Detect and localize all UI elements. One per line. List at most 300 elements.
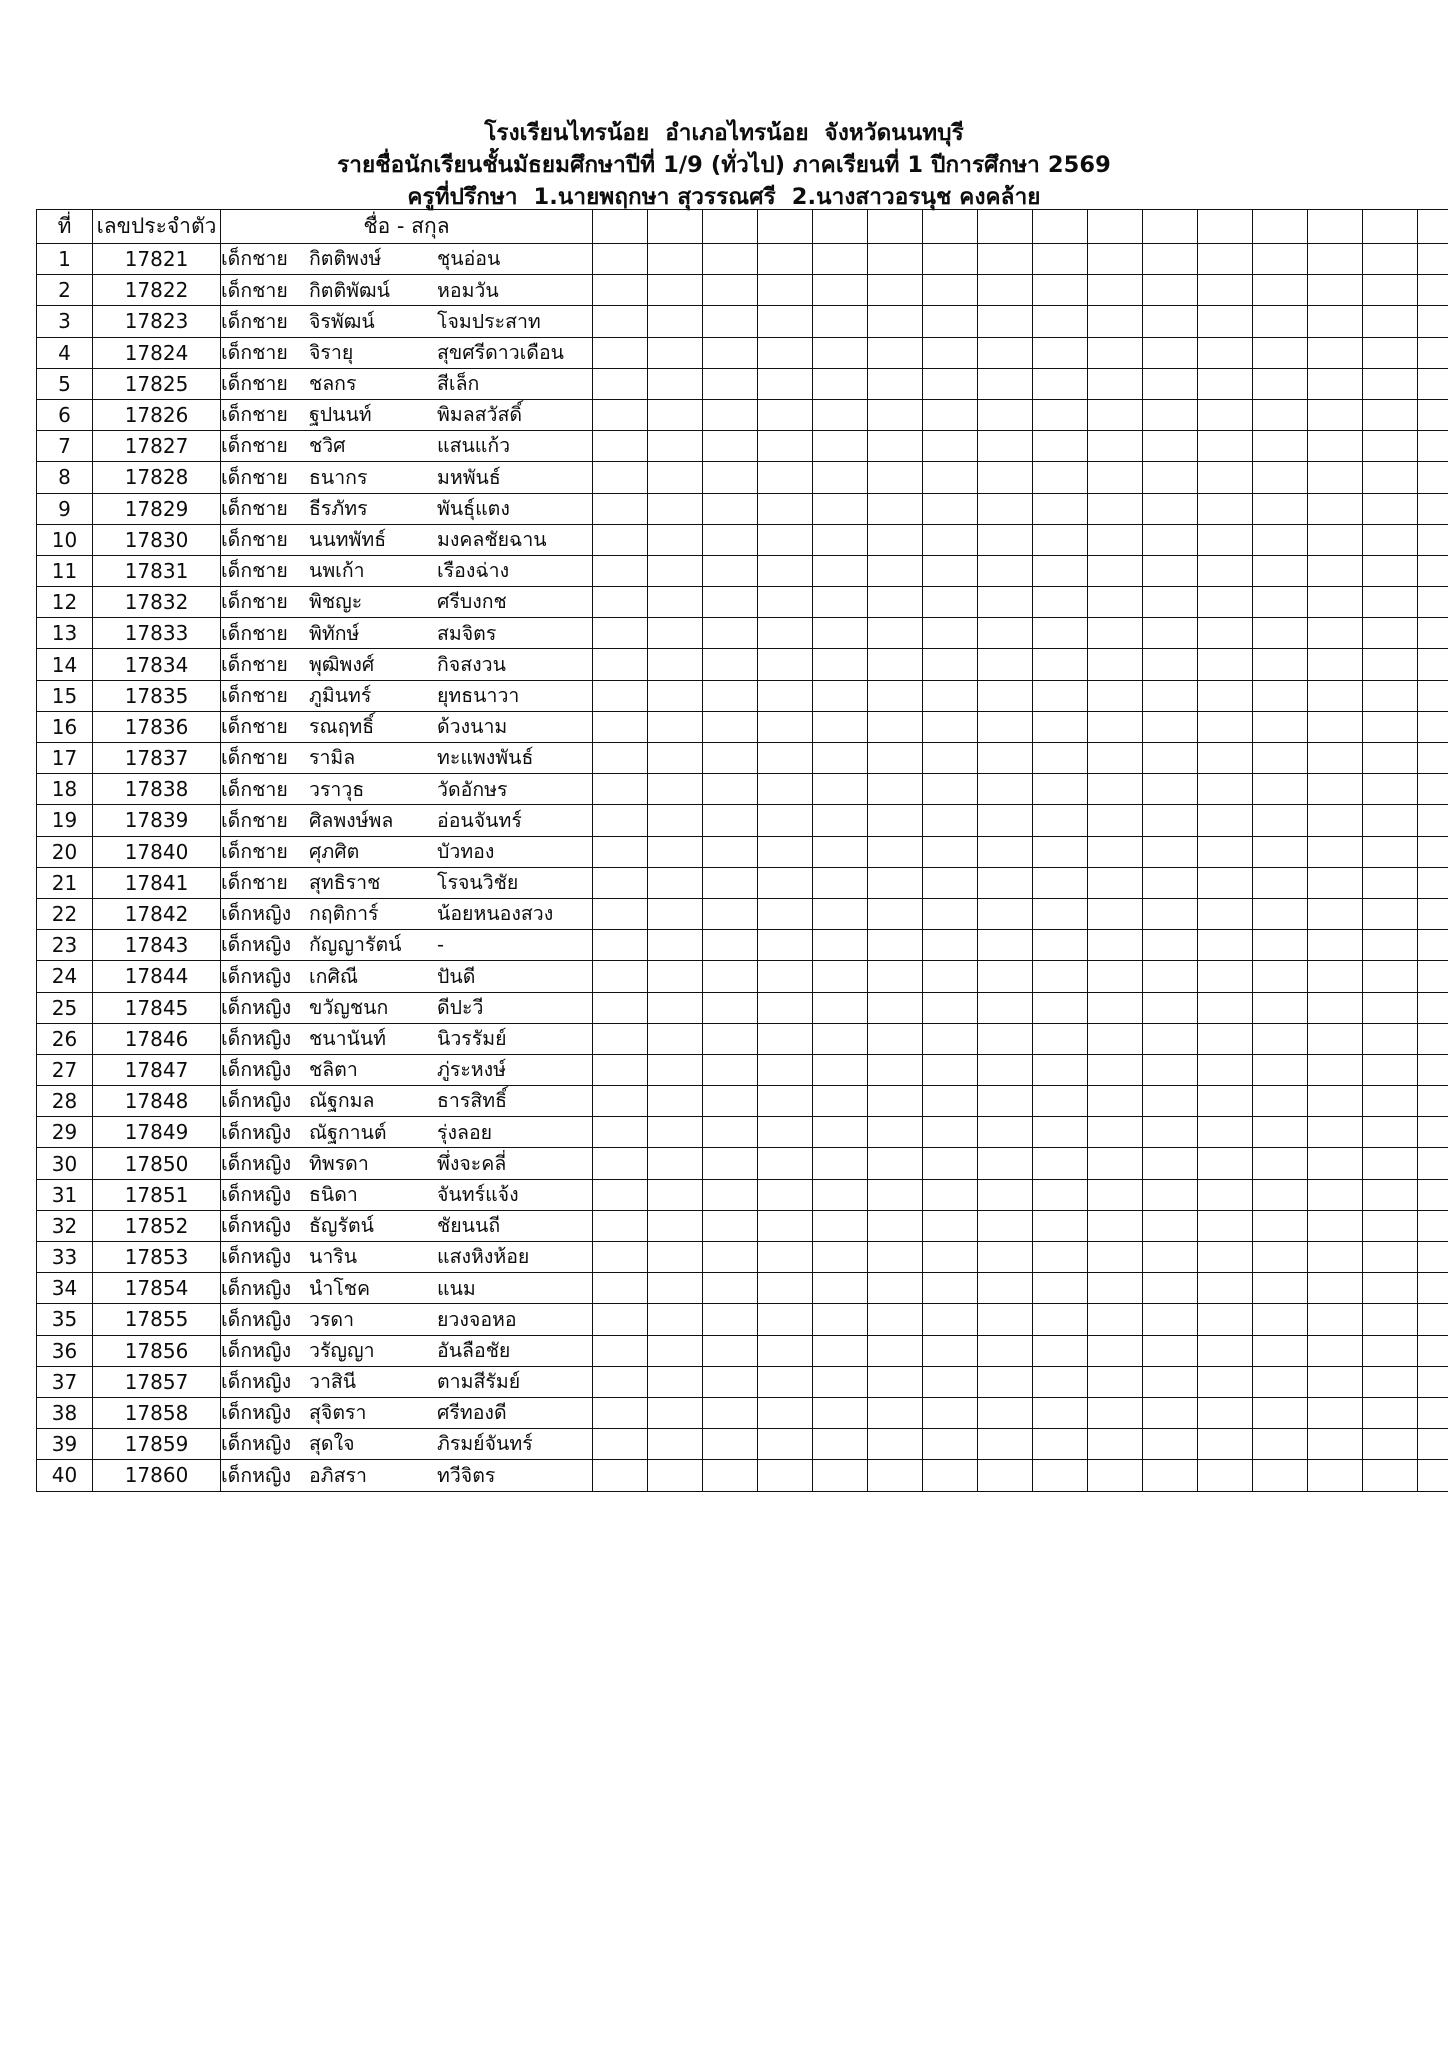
name-title-prefix: เด็กชาย bbox=[221, 871, 288, 895]
cell-blank bbox=[1363, 368, 1418, 399]
cell-blank bbox=[1253, 1460, 1308, 1491]
cell-blank bbox=[978, 431, 1033, 462]
cell-blank bbox=[1363, 431, 1418, 462]
cell-blank bbox=[1143, 1460, 1198, 1491]
cell-blank bbox=[1253, 368, 1308, 399]
cell-blank bbox=[703, 1460, 758, 1491]
name-surname: แสงหิงห้อย bbox=[437, 1245, 530, 1269]
cell-blank bbox=[923, 961, 978, 992]
cell-blank bbox=[1198, 1397, 1253, 1428]
cell-blank bbox=[648, 462, 703, 493]
cell-blank bbox=[1363, 1086, 1418, 1117]
cell-blank bbox=[1363, 898, 1418, 929]
cell-blank bbox=[1198, 867, 1253, 898]
cell-blank bbox=[1363, 306, 1418, 337]
cell-blank bbox=[1088, 618, 1143, 649]
cell-blank bbox=[593, 399, 648, 430]
name-title-prefix: เด็กชาย bbox=[221, 372, 288, 396]
column-header-blank bbox=[868, 210, 923, 244]
cell-blank bbox=[1418, 1335, 1448, 1366]
name-given: สุทธิราช bbox=[309, 871, 381, 895]
cell-student-name bbox=[221, 961, 593, 992]
cell-blank bbox=[1088, 399, 1143, 430]
name-surname: ทวีจิตร bbox=[437, 1463, 496, 1487]
cell-blank bbox=[1308, 930, 1363, 961]
cell-blank bbox=[758, 805, 813, 836]
cell-student-id: 17835 bbox=[93, 680, 221, 711]
cell-blank bbox=[1143, 711, 1198, 742]
cell-blank bbox=[923, 587, 978, 618]
cell-student-id: 17828 bbox=[93, 462, 221, 493]
cell-blank bbox=[1143, 836, 1198, 867]
name-surname: หอมวัน bbox=[437, 278, 499, 302]
cell-student-id: 17833 bbox=[93, 618, 221, 649]
name-title-prefix: เด็กหญิง bbox=[221, 1151, 292, 1175]
cell-blank bbox=[703, 805, 758, 836]
cell-student-id: 17850 bbox=[93, 1148, 221, 1179]
cell-blank bbox=[648, 1366, 703, 1397]
cell-student-name bbox=[221, 1210, 593, 1241]
cell-blank bbox=[1198, 930, 1253, 961]
cell-student-name bbox=[221, 1429, 593, 1460]
cell-student-id: 17845 bbox=[93, 992, 221, 1023]
cell-blank bbox=[1253, 1023, 1308, 1054]
cell-student-name bbox=[221, 1054, 593, 1085]
cell-blank bbox=[868, 774, 923, 805]
cell-student-name bbox=[221, 337, 593, 368]
cell-row-number: 25 bbox=[37, 992, 93, 1023]
cell-student-name bbox=[221, 1335, 593, 1366]
cell-blank bbox=[758, 244, 813, 275]
cell-blank bbox=[1418, 1304, 1448, 1335]
cell-blank bbox=[648, 711, 703, 742]
cell-blank bbox=[1198, 1086, 1253, 1117]
name-title-prefix: เด็กหญิง bbox=[221, 1120, 292, 1144]
cell-blank bbox=[648, 992, 703, 1023]
cell-blank bbox=[813, 431, 868, 462]
cell-blank bbox=[1363, 1242, 1418, 1273]
cell-blank bbox=[648, 306, 703, 337]
cell-blank bbox=[813, 524, 868, 555]
cell-blank bbox=[1363, 1210, 1418, 1241]
name-given: นาริน bbox=[309, 1245, 358, 1269]
cell-blank bbox=[1198, 805, 1253, 836]
cell-blank bbox=[1143, 524, 1198, 555]
cell-blank bbox=[1253, 961, 1308, 992]
cell-blank bbox=[1198, 493, 1253, 524]
cell-blank bbox=[1308, 399, 1363, 430]
cell-blank bbox=[1143, 1304, 1198, 1335]
cell-blank bbox=[1253, 774, 1308, 805]
table-row bbox=[37, 1335, 1448, 1366]
cell-blank bbox=[923, 743, 978, 774]
cell-blank bbox=[813, 961, 868, 992]
cell-blank bbox=[648, 774, 703, 805]
cell-blank bbox=[1308, 462, 1363, 493]
column-header-blank bbox=[703, 210, 758, 244]
name-surname: โจมประสาท bbox=[437, 309, 541, 333]
cell-blank bbox=[1308, 618, 1363, 649]
cell-student-name bbox=[221, 743, 593, 774]
cell-blank bbox=[923, 1117, 978, 1148]
cell-blank bbox=[868, 1054, 923, 1085]
cell-blank bbox=[593, 1304, 648, 1335]
cell-blank bbox=[1088, 1429, 1143, 1460]
cell-student-id: 17842 bbox=[93, 898, 221, 929]
cell-blank bbox=[703, 1304, 758, 1335]
cell-blank bbox=[1418, 867, 1448, 898]
name-surname: ทะแพงพันธ์ bbox=[437, 746, 534, 770]
cell-blank bbox=[868, 1335, 923, 1366]
cell-student-id: 17849 bbox=[93, 1117, 221, 1148]
cell-blank bbox=[1363, 399, 1418, 430]
cell-student-id: 17837 bbox=[93, 743, 221, 774]
name-surname: นิวรรัมย์ bbox=[437, 1027, 507, 1051]
cell-blank bbox=[1143, 1397, 1198, 1428]
cell-blank bbox=[1418, 306, 1448, 337]
cell-blank bbox=[1033, 930, 1088, 961]
cell-blank bbox=[978, 1429, 1033, 1460]
cell-blank bbox=[923, 1397, 978, 1428]
name-given: ชวิศ bbox=[309, 434, 346, 458]
table-row bbox=[37, 1086, 1448, 1117]
cell-blank bbox=[978, 555, 1033, 586]
cell-blank bbox=[593, 275, 648, 306]
cell-blank bbox=[813, 1210, 868, 1241]
cell-blank bbox=[648, 399, 703, 430]
column-header-blank bbox=[1088, 210, 1143, 244]
cell-blank bbox=[758, 836, 813, 867]
cell-blank bbox=[868, 649, 923, 680]
name-title-prefix: เด็กชาย bbox=[221, 621, 288, 645]
cell-blank bbox=[1088, 337, 1143, 368]
cell-blank bbox=[978, 1210, 1033, 1241]
cell-blank bbox=[1088, 462, 1143, 493]
cell-blank bbox=[813, 805, 868, 836]
name-given: กิตติพัฒน์ bbox=[309, 278, 390, 302]
cell-row-number: 16 bbox=[37, 711, 93, 742]
cell-blank bbox=[703, 1179, 758, 1210]
cell-blank bbox=[813, 337, 868, 368]
cell-student-name bbox=[221, 368, 593, 399]
cell-blank bbox=[923, 1148, 978, 1179]
cell-blank bbox=[1363, 649, 1418, 680]
table-row bbox=[37, 1054, 1448, 1085]
cell-blank bbox=[1198, 992, 1253, 1023]
roster-table-body bbox=[37, 244, 1448, 1492]
cell-student-name bbox=[221, 493, 593, 524]
cell-blank bbox=[593, 1397, 648, 1428]
name-title-prefix: เด็กชาย bbox=[221, 777, 288, 801]
name-surname: ศรีทองดี bbox=[437, 1401, 507, 1425]
cell-blank bbox=[1143, 680, 1198, 711]
cell-blank bbox=[1033, 618, 1088, 649]
cell-blank bbox=[1418, 337, 1448, 368]
name-given: จิรายุ bbox=[309, 340, 354, 364]
cell-blank bbox=[1253, 399, 1308, 430]
cell-student-id: 17851 bbox=[93, 1179, 221, 1210]
cell-blank bbox=[923, 805, 978, 836]
cell-blank bbox=[1088, 1117, 1143, 1148]
name-title-prefix: เด็กหญิง bbox=[221, 1027, 292, 1051]
table-row bbox=[37, 1023, 1448, 1054]
cell-blank bbox=[978, 618, 1033, 649]
cell-blank bbox=[593, 1429, 648, 1460]
cell-student-name bbox=[221, 462, 593, 493]
cell-blank bbox=[1033, 431, 1088, 462]
name-surname: ชัยนนถี bbox=[437, 1214, 501, 1238]
cell-blank bbox=[813, 306, 868, 337]
name-title-prefix: เด็กหญิง bbox=[221, 1338, 292, 1362]
name-title-prefix: เด็กหญิง bbox=[221, 1432, 292, 1456]
cell-blank bbox=[758, 368, 813, 399]
cell-blank bbox=[868, 368, 923, 399]
cell-blank bbox=[1143, 337, 1198, 368]
cell-student-id: 17852 bbox=[93, 1210, 221, 1241]
cell-blank bbox=[923, 1086, 978, 1117]
name-surname: ดีปะวี bbox=[437, 995, 484, 1019]
cell-blank bbox=[1418, 1366, 1448, 1397]
cell-blank bbox=[1033, 1054, 1088, 1085]
cell-blank bbox=[593, 961, 648, 992]
name-title-prefix: เด็กหญิง bbox=[221, 1307, 292, 1331]
cell-blank bbox=[1198, 431, 1253, 462]
cell-student-name bbox=[221, 1366, 593, 1397]
cell-blank bbox=[1143, 462, 1198, 493]
cell-blank bbox=[703, 680, 758, 711]
cell-blank bbox=[868, 555, 923, 586]
cell-blank bbox=[813, 649, 868, 680]
cell-student-id: 17848 bbox=[93, 1086, 221, 1117]
cell-student-id: 17831 bbox=[93, 555, 221, 586]
name-given: ณัฐกานต์ bbox=[309, 1120, 387, 1144]
name-title-prefix: เด็กชาย bbox=[221, 559, 288, 583]
name-title-prefix: เด็กชาย bbox=[221, 652, 288, 676]
cell-blank bbox=[868, 805, 923, 836]
cell-blank bbox=[703, 1086, 758, 1117]
name-surname: น้อยหนองสวง bbox=[437, 902, 554, 926]
cell-blank bbox=[813, 867, 868, 898]
cell-blank bbox=[1198, 1117, 1253, 1148]
cell-blank bbox=[923, 1210, 978, 1241]
cell-row-number: 13 bbox=[37, 618, 93, 649]
cell-blank bbox=[1143, 493, 1198, 524]
cell-student-name bbox=[221, 930, 593, 961]
cell-blank bbox=[1253, 337, 1308, 368]
cell-blank bbox=[703, 368, 758, 399]
cell-blank bbox=[1308, 368, 1363, 399]
cell-blank bbox=[648, 1054, 703, 1085]
cell-blank bbox=[758, 992, 813, 1023]
cell-blank bbox=[1308, 244, 1363, 275]
cell-blank bbox=[1088, 244, 1143, 275]
cell-blank bbox=[758, 961, 813, 992]
cell-blank bbox=[1143, 399, 1198, 430]
cell-row-number: 36 bbox=[37, 1335, 93, 1366]
cell-blank bbox=[593, 462, 648, 493]
cell-student-name bbox=[221, 555, 593, 586]
cell-blank bbox=[868, 1397, 923, 1428]
cell-blank bbox=[978, 399, 1033, 430]
cell-blank bbox=[978, 711, 1033, 742]
cell-blank bbox=[1198, 1273, 1253, 1304]
cell-blank bbox=[1033, 1460, 1088, 1491]
cell-blank bbox=[1088, 1397, 1143, 1428]
cell-row-number: 15 bbox=[37, 680, 93, 711]
cell-blank bbox=[1253, 898, 1308, 929]
name-given: รามิล bbox=[309, 746, 356, 770]
name-given: สุดใจ bbox=[309, 1432, 355, 1456]
cell-blank bbox=[868, 743, 923, 774]
cell-row-number: 5 bbox=[37, 368, 93, 399]
cell-blank bbox=[1418, 275, 1448, 306]
cell-blank bbox=[868, 1366, 923, 1397]
cell-blank bbox=[1088, 1273, 1143, 1304]
cell-blank bbox=[1363, 711, 1418, 742]
cell-blank bbox=[1308, 306, 1363, 337]
cell-blank bbox=[1253, 930, 1308, 961]
name-title-prefix: เด็กหญิง bbox=[221, 933, 292, 957]
cell-student-name bbox=[221, 680, 593, 711]
cell-blank bbox=[648, 587, 703, 618]
cell-blank bbox=[593, 337, 648, 368]
cell-blank bbox=[1308, 1460, 1363, 1491]
cell-blank bbox=[868, 992, 923, 1023]
name-surname: จันทร์แจ้ง bbox=[437, 1182, 519, 1206]
cell-blank bbox=[923, 1023, 978, 1054]
cell-blank bbox=[1033, 680, 1088, 711]
name-surname: ยวงจอหอ bbox=[437, 1307, 517, 1331]
name-title-prefix: เด็กชาย bbox=[221, 528, 288, 552]
cell-blank bbox=[648, 1086, 703, 1117]
cell-blank bbox=[868, 618, 923, 649]
cell-blank bbox=[593, 649, 648, 680]
name-surname: แนม bbox=[437, 1276, 476, 1300]
name-surname: ด้วงนาม bbox=[437, 715, 508, 739]
cell-blank bbox=[648, 493, 703, 524]
cell-row-number: 21 bbox=[37, 867, 93, 898]
name-given: วรัญญา bbox=[309, 1338, 375, 1362]
cell-blank bbox=[1198, 587, 1253, 618]
cell-blank bbox=[1198, 555, 1253, 586]
cell-blank bbox=[868, 961, 923, 992]
cell-blank bbox=[593, 1086, 648, 1117]
cell-blank bbox=[1143, 1335, 1198, 1366]
table-row bbox=[37, 368, 1448, 399]
cell-blank bbox=[978, 992, 1033, 1023]
cell-blank bbox=[1143, 306, 1198, 337]
cell-row-number: 39 bbox=[37, 1429, 93, 1460]
cell-blank bbox=[1088, 898, 1143, 929]
cell-blank bbox=[923, 618, 978, 649]
cell-blank bbox=[1253, 711, 1308, 742]
cell-student-id: 17839 bbox=[93, 805, 221, 836]
cell-student-name bbox=[221, 1397, 593, 1428]
cell-student-name bbox=[221, 898, 593, 929]
cell-blank bbox=[593, 431, 648, 462]
cell-blank bbox=[758, 1273, 813, 1304]
name-given: ชนานันท์ bbox=[309, 1027, 387, 1051]
cell-blank bbox=[758, 867, 813, 898]
name-given: ชลิตา bbox=[309, 1058, 358, 1082]
cell-blank bbox=[593, 1460, 648, 1491]
cell-blank bbox=[1363, 587, 1418, 618]
cell-row-number: 14 bbox=[37, 649, 93, 680]
cell-student-name bbox=[221, 836, 593, 867]
cell-blank bbox=[1253, 1366, 1308, 1397]
cell-row-number: 6 bbox=[37, 399, 93, 430]
cell-blank bbox=[703, 774, 758, 805]
cell-blank bbox=[1308, 1429, 1363, 1460]
cell-blank bbox=[758, 1023, 813, 1054]
cell-blank bbox=[1308, 1366, 1363, 1397]
column-header-name: ชื่อ - สกุล bbox=[221, 210, 593, 244]
cell-blank bbox=[758, 587, 813, 618]
cell-blank bbox=[648, 1397, 703, 1428]
cell-blank bbox=[1088, 1242, 1143, 1273]
cell-blank bbox=[813, 1179, 868, 1210]
cell-blank bbox=[1088, 1148, 1143, 1179]
cell-blank bbox=[923, 368, 978, 399]
cell-blank bbox=[703, 1366, 758, 1397]
name-surname: ศรีบงกช bbox=[437, 590, 507, 614]
name-given: นพเก้า bbox=[309, 559, 365, 583]
cell-blank bbox=[703, 1054, 758, 1085]
name-given: รณฤทธิ์ bbox=[309, 715, 375, 739]
cell-row-number: 12 bbox=[37, 587, 93, 618]
cell-blank bbox=[978, 836, 1033, 867]
cell-blank bbox=[648, 1179, 703, 1210]
cell-blank bbox=[1363, 961, 1418, 992]
cell-blank bbox=[1088, 774, 1143, 805]
cell-student-id: 17830 bbox=[93, 524, 221, 555]
table-row bbox=[37, 1460, 1448, 1491]
cell-blank bbox=[1418, 1086, 1448, 1117]
cell-student-name bbox=[221, 1273, 593, 1304]
cell-blank bbox=[1198, 1148, 1253, 1179]
cell-blank bbox=[1033, 1273, 1088, 1304]
cell-blank bbox=[923, 399, 978, 430]
cell-blank bbox=[1363, 555, 1418, 586]
cell-blank bbox=[813, 399, 868, 430]
cell-blank bbox=[593, 836, 648, 867]
cell-blank bbox=[868, 524, 923, 555]
cell-blank bbox=[1253, 805, 1308, 836]
cell-blank bbox=[1198, 275, 1253, 306]
cell-blank bbox=[703, 1397, 758, 1428]
cell-blank bbox=[1033, 1210, 1088, 1241]
name-surname: - bbox=[437, 933, 445, 957]
cell-blank bbox=[813, 587, 868, 618]
cell-blank bbox=[1033, 1429, 1088, 1460]
cell-blank bbox=[1198, 462, 1253, 493]
cell-blank bbox=[703, 555, 758, 586]
cell-row-number: 1 bbox=[37, 244, 93, 275]
cell-blank bbox=[813, 774, 868, 805]
cell-blank bbox=[923, 774, 978, 805]
table-row bbox=[37, 1210, 1448, 1241]
cell-blank bbox=[923, 462, 978, 493]
cell-student-name bbox=[221, 618, 593, 649]
name-title-prefix: เด็กหญิง bbox=[221, 902, 292, 926]
cell-blank bbox=[1418, 711, 1448, 742]
table-row bbox=[37, 1117, 1448, 1148]
cell-blank bbox=[1418, 1210, 1448, 1241]
cell-blank bbox=[1363, 867, 1418, 898]
column-header-no: ที่ bbox=[37, 210, 93, 244]
cell-blank bbox=[703, 275, 758, 306]
column-header-student-id: เลขประจำตัว bbox=[93, 210, 221, 244]
